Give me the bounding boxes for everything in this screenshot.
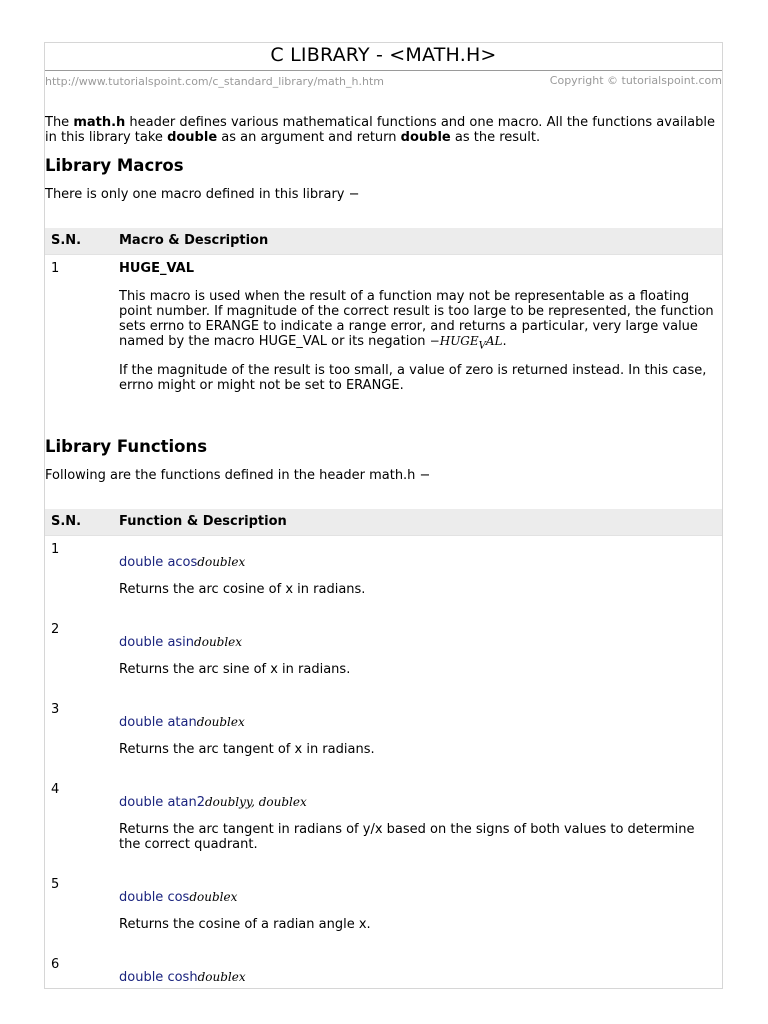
macro-name: HUGE_VAL [119, 261, 195, 276]
title-divider [45, 70, 722, 71]
row-divider [45, 254, 722, 255]
function-description: Returns the arc tangent of x in radians. [119, 742, 375, 757]
function-link[interactable]: double cosh [119, 970, 198, 985]
function-signature-cosh[interactable]: double coshdoublex [119, 970, 246, 985]
function-description: Returns the arc tangent in radians of y/x based on the signs of both values to determine the correct quadrant. [119, 822, 695, 852]
function-signature-atan2[interactable]: double atan2doublyy, doublex [119, 795, 307, 810]
math-h-term: math.h [73, 115, 126, 130]
macros-lead: There is only one macro defined in this library − [45, 187, 360, 202]
row-number: 3 [51, 702, 60, 717]
macro-description: This macro is used when the result of a function may not be representable as a floating point number. If magnitude of the correct result is too large to be represented, the function sets errno to ERANGE to indicate a range error, and returns a particular, very large value named by the macro HUGE_VAL or its negation $-HUGE_VAL$. [119, 289, 714, 352]
macro-description-2: If the magnitude of the result is too small, a value of zero is returned instead. In this case, errno might or might not be set to ERANGE. [119, 363, 707, 393]
row-number: 6 [51, 957, 60, 972]
function-link[interactable]: double cos [119, 890, 190, 905]
row-divider [45, 535, 722, 536]
document-page [44, 42, 723, 989]
row-number: 4 [51, 782, 60, 797]
row-number: 2 [51, 622, 60, 637]
function-link[interactable]: double acos [119, 555, 198, 570]
row-number: 5 [51, 877, 60, 892]
function-description: Returns the arc cosine of x in radians. [119, 582, 366, 597]
column-description: Macro & Description [119, 233, 269, 248]
function-link[interactable]: double atan [119, 715, 197, 730]
double-term: double [400, 130, 451, 145]
macros-heading: Library Macros [45, 156, 184, 175]
function-signature-asin[interactable]: double asindoublex [119, 635, 243, 650]
function-signature-acos[interactable]: double acosdoublex [119, 555, 246, 570]
column-sn: S.N. [51, 514, 82, 529]
function-signature-cos[interactable]: double cosdoublex [119, 890, 238, 905]
row-number: 1 [51, 261, 60, 276]
functions-table-header [45, 509, 722, 535]
functions-heading: Library Functions [45, 437, 208, 456]
column-description: Function & Description [119, 514, 287, 529]
double-term: double [167, 130, 218, 145]
huge-val-negation: $-HUGE_VAL$ [429, 334, 503, 352]
column-sn: S.N. [51, 233, 82, 248]
intro-paragraph: The math.h header defines various mathematical functions and one macro. All the functions available in this library take double as an argument and return double as the result. [45, 115, 715, 145]
functions-lead: Following are the functions defined in the header math.h − [45, 468, 431, 483]
copyright-notice: Copyright © tutorialspoint.com [549, 74, 722, 87]
source-url[interactable]: http://www.tutorialspoint.com/c_standard_library/math_h.htm [45, 75, 385, 88]
function-link[interactable]: double asin [119, 635, 195, 650]
function-signature-atan[interactable]: double atandoublex [119, 715, 245, 730]
function-description: Returns the arc sine of x in radians. [119, 662, 351, 677]
function-link[interactable]: double atan2 [119, 795, 205, 810]
row-number: 1 [51, 542, 60, 557]
page-title: C LIBRARY - <MATH.H> [270, 44, 497, 66]
macros-table-header [45, 228, 722, 254]
function-description: Returns the cosine of a radian angle x. [119, 917, 371, 932]
